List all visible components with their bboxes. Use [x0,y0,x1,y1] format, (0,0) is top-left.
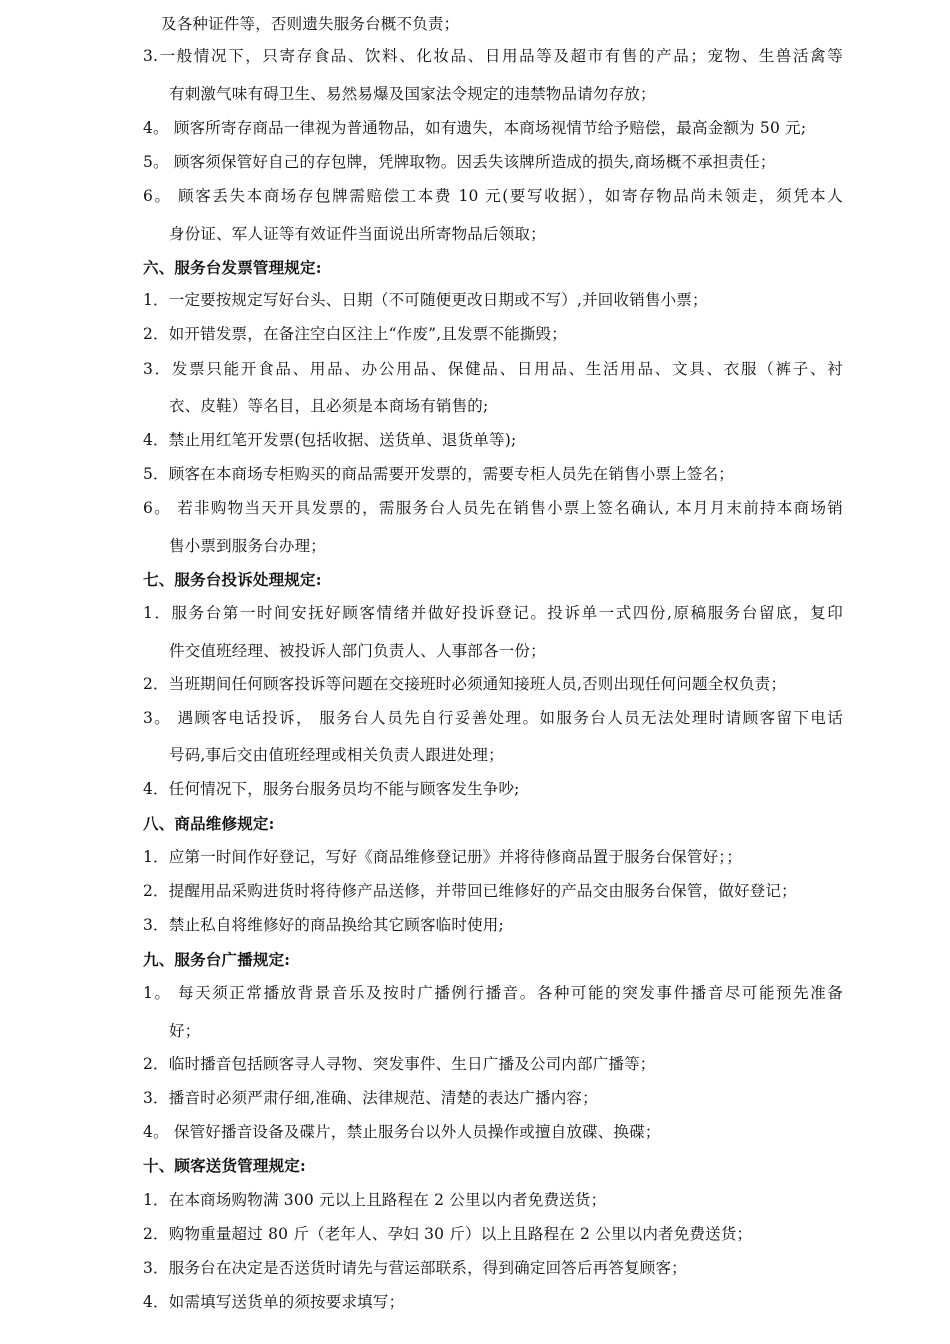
text-line: 2．购物重量超过 80 斤（老年人、孕妇 30 斤）以上且路程在 2 公里以内者免费送货； [143,1225,753,1243]
text-line: 3．服务台在决定是否送货时请先与营运部联系，得到确定回答后再答复顾客； [143,1259,687,1277]
text-line: 2．如开错发票，在备注空白区注上“作废”,且发票不能撕毁； [143,325,567,343]
text-line: 号码,事后交由值班经理或相关负责人跟进处理； [169,746,504,764]
text-line: 6。 顾客丢失本商场存包牌需赔偿工本费 10 元(要写收据），如寄存物品尚未领走，须凭本人 [143,187,843,205]
text-line: 有刺激气味有碍卫生、易然易爆及国家法令规定的违禁物品请勿存放； [169,85,656,103]
text-line: 身份证、军人证等有效证件当面说出所寄物品后领取； [169,225,546,243]
text-line: 3。 遇顾客电话投诉， 服务台人员先自行妥善处理。如服务台人员无法处理时请顾客留下电话 [143,709,843,727]
text-line: 1．一定要按规定写好台头、日期（不可随便更改日期或不写）,并回收销售小票； [143,291,708,309]
text-line: 4．禁止用红笔开发票(包括收据、送货单、退货单等); [143,431,517,449]
text-line: 2．提醒用品采购进货时将待修产品送修，并带回已维修好的产品交由服务台保管，做好登记； [143,882,797,900]
section-heading: 七、服务台投诉处理规定: [143,570,322,589]
text-line: 2．当班期间任何顾客投诉等问题在交接班时必须通知接班人员,否则出现任何问题全权负责； [143,675,787,693]
text-line: 4。 保管好播音设备及碟片，禁止服务台以外人员操作或擅自放碟、换碟； [143,1123,661,1141]
text-line: 6。 若非购物当天开具发票的，需服务台人员先在销售小票上签名确认, 本月月末前持本商场销 [143,499,843,517]
text-line: 4。 顾客所寄存商品一律视为普通物品，如有遗失，本商场视情节给予赔偿，最高金额为 50 元; [143,119,807,137]
text-line: 2．临时播音包括顾客寻人寻物、突发事件、生日广播及公司内部广播等； [143,1055,656,1073]
text-line: 件交值班经理、被投诉人部门负责人、人事部各一份； [169,642,546,660]
text-line: 1。 每天须正常播放背景音乐及按时广播例行播音。各种可能的突发事件播音尽可能预先准备 [143,984,843,1002]
text-line: 3.一般情况下，只寄存食品、饮料、化妆品、日用品等及超市有售的产品；宠物、生兽活禽等 [143,47,843,65]
section-heading: 九、服务台广播规定: [143,950,291,969]
text-line: 1．服务台第一时间安抚好顾客情绪并做好投诉登记。投诉单一式四份,原稿服务台留底，复印 [143,604,843,622]
text-line: 及各种证件等，否则遗失服务台概不负责； [161,15,460,33]
text-line: 4．任何情况下，服务台服务员均不能与顾客发生争吵; [143,780,520,798]
text-line: 好； [169,1022,201,1040]
text-line: 衣、皮鞋）等名目，且必须是本商场有销售的; [169,397,489,415]
text-line: 售小票到服务台办理； [169,537,327,555]
text-line: 3．发票只能开食品、用品、办公用品、保健品、日用品、生活用品、文具、衣服（裤子、衬 [143,360,843,378]
text-line: 5。 顾客须保管好自己的存包牌，凭牌取物。因丢失该牌所造成的损失,商场概不承担责任； [143,153,776,171]
text-line: 4．如需填写送货单的须按要求填写； [143,1293,405,1311]
text-line: 1．在本商场购物满 300 元以上且路程在 2 公里以内者免费送货； [143,1191,607,1209]
text-line: 3．禁止私自将维修好的商品换给其它顾客临时使用; [143,916,504,934]
section-heading: 八、商品维修规定: [143,814,275,833]
section-heading: 十、顾客送货管理规定: [143,1156,306,1175]
section-heading: 六、服务台发票管理规定: [143,258,322,277]
text-line: 3．播音时必须严肃仔细,准确、法律规范、清楚的表达广播内容； [143,1089,598,1107]
text-line: 5．顾客在本商场专柜购买的商品需要开发票的，需要专柜人员先在销售小票上签名； [143,465,734,483]
text-line: 1．应第一时间作好登记，写好《商品维修登记册》并将待修商品置于服务台保管好；； [143,848,742,866]
